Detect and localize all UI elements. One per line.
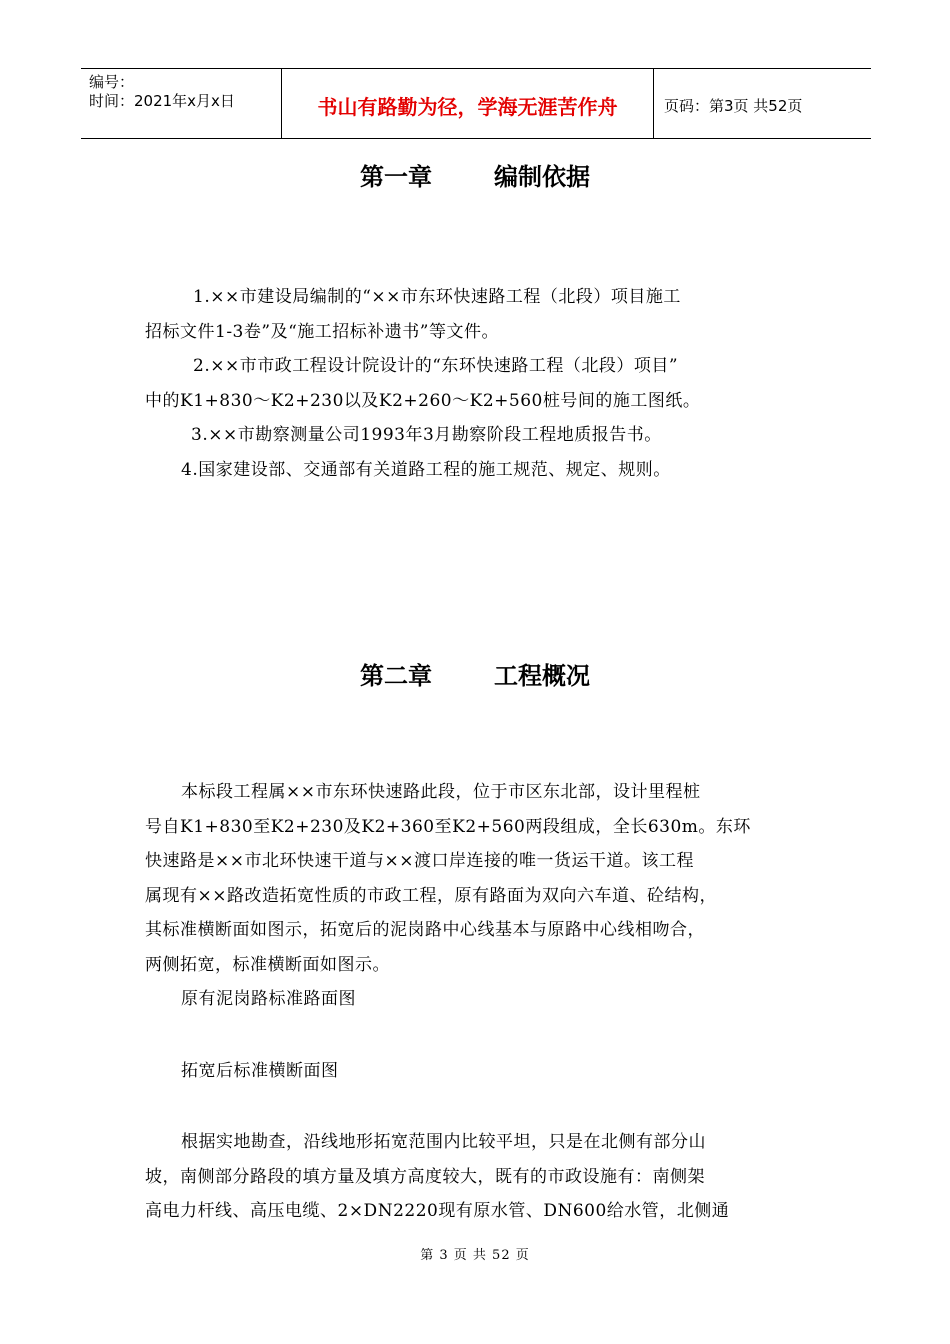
chapter-2-paragraph-1 [145,775,810,1017]
figure-caption-widened: 拓宽后标准横断面图 [181,1061,339,1081]
text-line: 3.××市勘察测量公司1993年3月勘察阶段工程地质报告书。 [191,425,662,445]
text-line: 其标准横断面如图示，拓宽后的泥岗路中心线基本与原路中心线相吻合， [145,920,705,940]
text-line: 根据实地勘查，沿线地形拓宽范围内比较平坦，只是在北侧有部分山 [181,1132,706,1152]
text-line: 坡，南侧部分路段的填方量及填方高度较大，既有的市政设施有：南侧架 [145,1166,705,1187]
text-line: 2.××市市政工程设计院设计的“东环快速路工程（北段）项目” [193,356,679,376]
text-line: 中的K1+830～K2+230以及K2+260～K2+560桩号间的施工图纸。 [145,390,701,411]
page-header [81,68,871,139]
header-page-info: 页码：第3页 共52页 [664,97,803,115]
text-line: 4.国家建设部、交通部有关道路工程的施工规范、规定、规则。 [181,459,671,480]
chapter-1-number: 第一章 [360,163,432,191]
text-line: 高电力杆线、高压电缆、2×DN2220现有原水管、DN600给水管，北侧通 [145,1201,730,1221]
chapter-1-heading [0,157,950,192]
text-line: 属现有××路改造拓宽性质的市政工程，原有路面为双向六车道、砼结构， [145,885,717,906]
header-meta [81,69,282,138]
text-line: 招标文件1-3卷”及“施工招标补遗书”等文件。 [145,321,499,342]
chapter-1-body [145,280,810,487]
chapter-1-title: 编制依据 [494,163,590,191]
figure-caption-widened-block [145,1054,810,1089]
text-line: 快速路是××市北环快速干道与××渡口岸连接的唯一货运干道。该工程 [145,851,694,871]
doc-number-label: 编号： [89,73,135,91]
figure-caption-original: 原有泥岗路标准路面图 [181,989,356,1009]
text-line: 本标段工程属××市东环快速路此段，位于市区东北部，设计里程桩 [181,782,701,802]
text-line: 1.××市建设局编制的“××市东环快速路工程（北段）项目施工 [193,287,681,307]
text-line: 号自K1+830至K2+230及K2+360至K2+560两段组成，全长630m。东环 [145,816,751,837]
chapter-2-paragraph-2 [145,1125,810,1229]
chapter-2-heading [0,656,950,691]
doc-date-label: 时间：2021年x月x日 [89,92,235,110]
chapter-2-number: 第二章 [360,662,432,690]
header-motto: 书山有路勤为径，学海无涯苦作舟 [282,69,654,138]
text-line: 两侧拓宽，标准横断面如图示。 [145,954,390,975]
page-footer: 第 3 页 共 52 页 [420,1248,530,1263]
chapter-2-title: 工程概况 [494,662,590,690]
